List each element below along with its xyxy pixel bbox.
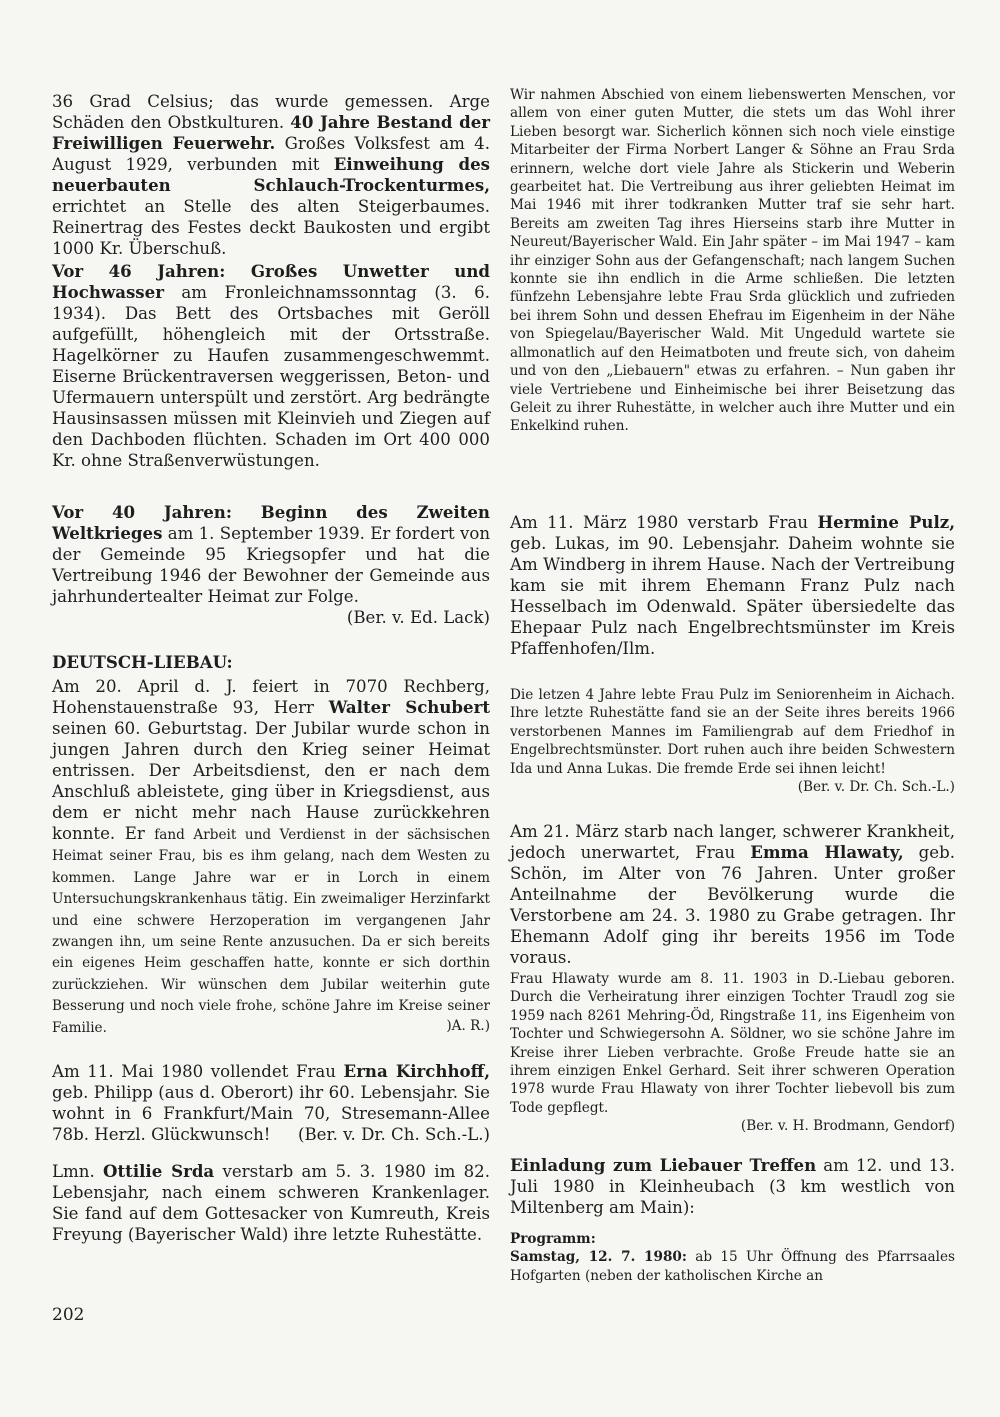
section-heading: DEUTSCH-LIEBAU:: [52, 652, 233, 672]
page-number: 202: [52, 1305, 85, 1325]
bold-text: Vor 46 Jahren: Großes Unwetter und Hochwasser: [52, 261, 490, 302]
article-paragraph: [510, 970, 955, 1136]
paragraph-text: Am 11. Mai 1980 vollendet Frau: [52, 1062, 344, 1081]
bold-text: Samstag, 12. 7. 1980:: [510, 1249, 687, 1266]
paragraph-text: am Fronleichnamssonntag (3. 6. 1934). Das Bett des Ortsbaches mit Geröll aufgefüllt, höhengleich mit der Ortsstraße. Hagelkörner zu Haufen zusammengeschwemmt. Eiserne Brückentraversen weggerissen, Beton- und Ufermauern unterspült und zerstört. Arg bedrängte Hausinsassen müssen mit Kleinvieh und Ziegen auf den Dachboden flüchten. Schaden im Ort 400 000 Kr. ohne Straßenverwüstungen.: [52, 283, 490, 470]
bold-text: Einweihung des neuerbauten Schlauch-Trockenturmes,: [52, 154, 490, 195]
article-paragraph: [52, 1061, 490, 1145]
article-paragraph: [510, 686, 955, 796]
bold-text: Ottilie Srda: [103, 1161, 215, 1181]
paragraph-text: geb. Philipp (aus d. Oberort) ihr 60. Lebensjahr. Sie wohnt in 6 Frankfurt/Main 70, Stresemann-Allee 78b. Herzl. Glückwunsch!: [52, 1083, 490, 1144]
bold-text: Erna Kirchhoff,: [343, 1061, 490, 1081]
paragraph-text: fand Arbeit und Verdienst in der sächsischen Heimat seiner Frau, bis es ihm gelang, nach dem Westen zu kommen. Lange Jahre war er in Lorch in einem Untersuchungskrankenhaus tätig. Ein zweimaliger Herzinfarkt und eine schwere Herzoperation im vergangenen Jahr zwangen ihn, um seine Rente anzusuchen. Da er sich bereits ein eigenes Heim geschaffen hatte, konnte er sich dorthin zurückziehen. Wir wünschen dem Jubilar weiterhin gute Besserung und noch viele frohe, schöne Jahre im Kreise seiner Familie.: [52, 827, 490, 1036]
bold-text: 40 Jahre Bestand der Freiwilligen Feuerwehr.: [52, 112, 490, 153]
paragraph-text: errichtet an Stelle des alten Steigerbaumes. Reinertrag des Festes deckt Baukosten und ergibt 1000 Kr. Überschuß.: [52, 197, 490, 258]
bold-text: Hermine Pulz,: [817, 512, 955, 532]
bold-text: Einladung zum Liebauer Treffen: [510, 1155, 817, 1175]
bold-text: Vor 40 Jahren: Beginn des Zweiten Weltkrieges: [52, 502, 490, 543]
article-paragraph: [52, 1161, 490, 1245]
paragraph-text: am 12. und 13. Juli 1980 in Kleinheubach (3 km westlich von Miltenberg am Main):: [510, 1156, 955, 1217]
paragraph-text: geb. Lukas, im 90. Lebensjahr. Daheim wohnte sie Am Windberg in ihrem Hause. Nach der Vertreibung kam sie mit ihrem Ehemann Franz Pulz nach Hesselbach im Odenwald. Später übersiedelte das Ehepaar Pulz nach Engelbrechtsmünster im Kreis Pfaffenhofen/Ilm.: [510, 534, 955, 658]
article-paragraph: [510, 1155, 955, 1218]
article-paragraph: [510, 1230, 955, 1285]
paragraph-text: ab 15 Uhr Öffnung des Pfarrsaales Hofgarten (neben der katholischen Kirche an: [510, 1249, 955, 1284]
report-attribution: (Ber. v. H. Brodmann, Gendorf): [740, 1118, 955, 1135]
paragraph-text: verstarb am 5. 3. 1980 im 82. Lebensjahr, nach einem schweren Krankenlager. Sie fand auf dem Gottesacker von Kumreuth, Kreis Freyung (Bayerischer Wald) ihre letzte Ruhestätte.: [52, 1162, 490, 1244]
paragraph-text: seinen 60. Geburtstag. Der Jubilar wurde schon in jungen Jahren durch den Krieg seiner Heimat entrissen. Der Arbeitsdienst, den er nach dem Anschluß ableistete, ging über in Kriegsdienst, aus dem er nicht mehr nach Hause zurückkehren konnte. Er: [52, 719, 490, 843]
paragraph-text: Am 21. März starb nach langer, schwerer Krankheit, jedoch unerwartet, Frau: [510, 822, 955, 862]
paragraph-text: Frau Hlawaty wurde am 8. 11. 1903 in D.-Liebau geboren. Durch die Verheiratung ihrer einzigen Tochter Traudl zog sie 1959 nach 8261 Mehring-Öd, Ringstraße 11, ins Eigenheim von Tochter und Schwiegersohn A. Söldner, wo sie schöne Jahre im Kreise ihrer Lieben verbrachte. Große Freude hatte sie an ihrem einzigen Enkel Gerhard. Seit ihrer schweren Operation 1978 wurde Frau Hlawaty von ihrer Tochter liebevoll bis zum Tode gepflegt.: [510, 971, 955, 1116]
paragraph-text: 36 Grad Celsius; das wurde gemessen. Arge Schäden den Obstkulturen.: [52, 92, 490, 132]
bold-text: Emma Hlawaty,: [750, 842, 904, 862]
article-paragraph: [52, 502, 490, 628]
report-attribution: )A. R.): [446, 1017, 490, 1034]
paragraph-text: Die letzen 4 Jahre lebte Frau Pulz im Seniorenheim in Aichach. Ihre letzte Ruhestätte fand sie an der Seite ihres bereits 1966 verstorbenen Mannes im Familiengrab auf dem Friedhof in Engelbrechtsmünster. Dort ruhen auch ihre beiden Schwestern Ida und Anna Lukas. Die fremde Erde sei ihnen leicht!: [510, 687, 955, 777]
article-paragraph: [52, 261, 490, 471]
article-paragraph: [52, 676, 490, 1037]
paragraph-text: Großes Volksfest am 4. August 1929, verbunden mit: [52, 134, 490, 174]
paragraph-text: Wir nahmen Abschied von einem liebenswerten Menschen, vor allem von einer guten Mutter, die stets um das Wohl ihrer Lieben besorgt war. Sicherlich können sich noch viele einstige Mitarbeiter der Firma Norbert Langer & Söhne an Frau Srda erinnern, welche dort viele Jahre als Stickerin und Weberin gearbeitet hat. Die Vertreibung aus ihrer geliebten Heimat im Mai 1946 mit ihrer todkranken Mutter traf sie sehr hart. Bereits am zweiten Tag ihres Hierseins starb ihre Mutter in Neureut/Bayerischer Wald. Ein Jahr später – im Mai 1947 – kam ihr einziger Sohn aus der Gefangenschaft; nach langem Suchen konnte sie ihn endlich in die Arme schließen. Die letzten fünfzehn Lebensjahre lebte Frau Srda glücklich und zufrieden bei ihrem Sohn und dessen Ehefrau im Eigenheim in der Nähe von Spiegelau/Bayerischer Wald. Mit Ungeduld wartete sie allmonatlich auf den Heimatboten und freute sich, von daheim und von den „Liebauern" etwas zu erfahren. – Nun gaben ihr viele Vertriebene und Einheimische bei ihrer Beisetzung das Geleit zu ihrer Ruhestätte, in welcher auch ihre Mutter und ein Enkelkind ruhen.: [510, 87, 955, 435]
report-attribution: (Ber. v. Dr. Ch. Sch.-L.): [298, 1125, 490, 1144]
article-paragraph: [510, 512, 955, 659]
paragraph-text: Am 20. April d. J. feiert in 7070 Rechberg, Hohenstauenstraße 93, Herr: [52, 677, 490, 717]
paragraph-text: geb. Schön, im Alter von 76 Jahren. Unter großer Anteilnahme der Bevölkerung wurde die Verstorbene am 24. 3. 1980 zu Grabe getragen. Ihr Ehemann Adolf ging ihr bereits 1956 im Tode voraus.: [510, 843, 956, 967]
paragraph-text: Am 11. März 1980 verstarb Frau: [510, 513, 818, 532]
article-paragraph: [52, 91, 490, 259]
paragraph-text: am 1. September 1939. Er fordert von der Gemeinde 95 Kriegsopfer und hat die Vertreibung 1946 der Bewohner der Gemeinde aus jahrhundertealter Heimat zur Folge.: [52, 524, 490, 606]
report-attribution: (Ber. v. Ed. Lack): [346, 608, 490, 627]
bold-text: Programm:: [510, 1231, 596, 1247]
paragraph-text: Lmn.: [52, 1162, 104, 1181]
article-paragraph: [510, 86, 955, 436]
article-paragraph: [510, 821, 955, 968]
report-attribution: (Ber. v. Dr. Ch. Sch.-L.): [797, 779, 955, 796]
bold-text: Walter Schubert: [328, 697, 490, 717]
